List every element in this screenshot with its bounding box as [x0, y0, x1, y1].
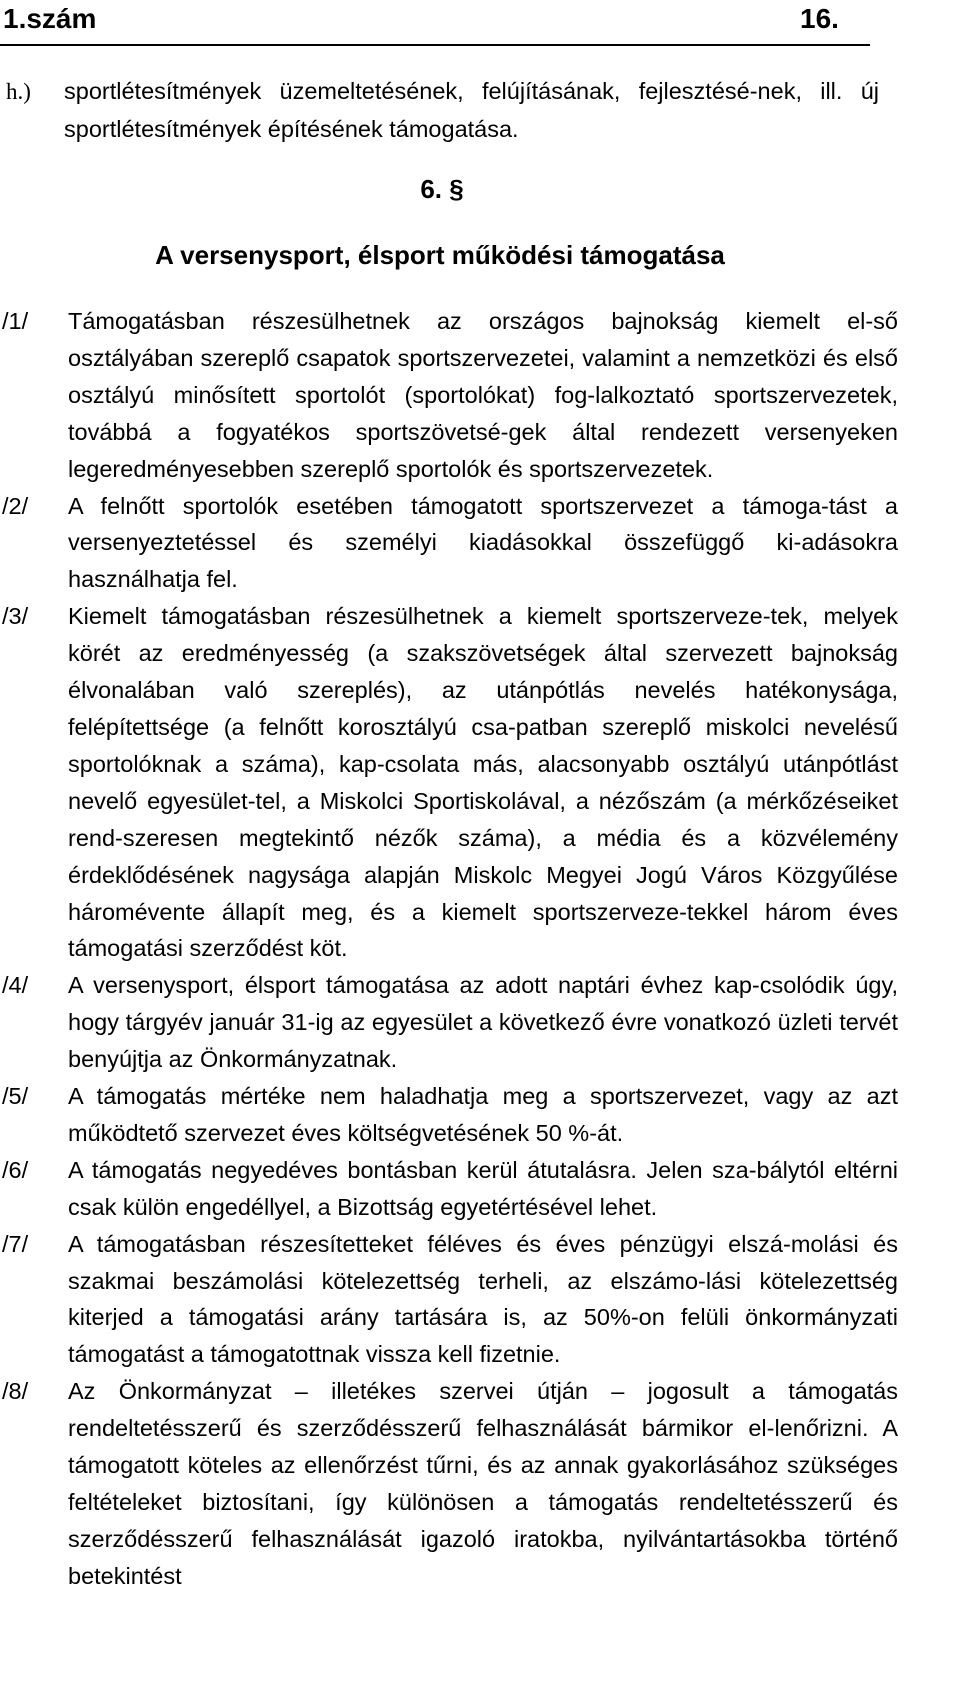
issue-number: 1.szám — [3, 3, 97, 34]
paragraph-7 — [0, 1226, 900, 1374]
paragraph-number: /3/ — [2, 603, 29, 630]
section-number: 6. § — [420, 174, 464, 204]
paragraph-number: /6/ — [2, 1156, 29, 1183]
paragraph-text: A támogatás mértéke nem haladhatja meg a sportszervezet, vagy az azt működtető szervezet éves költségvetésének 50 %-át. — [68, 1083, 898, 1146]
paragraph-text: Támogatásban részesülhetnek az országos bajnokság kiemelt el-ső osztályában szereplő csapatok sportszervezetei, valamint a nemzetközi és első osztályú minősített sportolót (sportolókat) fog-lalkoztató sportszervezetek, továbbá a fogyatékos sportszövetsé-gek által rendezett versenyeken legeredményesebben szereplő sportolók és sportszervezetek. — [68, 308, 898, 482]
paragraph-text: A támogatásban részesítetteket féléves és éves pénzügyi elszá-molási és szakmai beszámolási kötelezettség terheli, az elszámo-lási kötelezettség kiterjed a támogatási arány tartására is, az 50%-on felüli önkormányzati támogatást a támogatottnak vissza kell fizetnie. — [68, 1230, 898, 1368]
paragraph-5 — [0, 1078, 900, 1152]
intro-marker: h.) — [6, 79, 31, 104]
paragraph-number: /8/ — [2, 1378, 29, 1405]
paragraph-text: Kiemelt támogatásban részesülhetnek a kiemelt sportszerveze-tek, melyek körét az eredményesség (a szakszövetségek által szervezett bajnokság élvonalában való szereplés), az utánpótlás nevelés hatékonysága, felépítettsége (a felnőtt korosztályú csa-patban szereplő miskolci nevelésű sportolóknak a száma), kap-csolata más, alacsonyabb osztályú utánpótlást nevelő egyesület-tel, a Miskolci Sportiskolával, a nézőszám (a mérkőzéseiket rend-szeresen megtekintő nézők száma), a média és a közvélemény érdeklődésének nagysága alapján Miskolc Megyei Jogú Város Közgyűlése háromévente állapít meg, és a kiemelt sportszerveze-tekkel három éves támogatási szerződést köt. — [68, 603, 898, 962]
page-number: 16. — [800, 3, 839, 34]
paragraph-text: A versenysport, élsport támogatása az adott naptári évhez kap-csolódik úgy, hogy tárgyév január 31-ig az egyesület a következő évre vonatkozó üzleti tervét benyújtja az Önkormányzatnak. — [68, 972, 898, 1073]
paragraph-1 — [0, 303, 900, 488]
paragraph-6 — [0, 1152, 900, 1226]
paragraph-number: /4/ — [2, 972, 29, 999]
intro-text: sportlétesítmények üzemeltetésének, felújításának, fejlesztésé-nek, ill. új sportlétesítmények építésének támogatása. — [64, 78, 879, 142]
paragraph-8 — [0, 1373, 900, 1594]
paragraph-3 — [0, 598, 900, 967]
paragraph-text: A felnőtt sportolók esetében támogatott sportszervezet a támoga-tást a versenyeztetéssel és személyi kiadásokkal összefüggő ki-adásokra használhatja fel. — [68, 492, 898, 593]
paragraph-text: Az Önkormányzat – illetékes szervei útján – jogosult a támogatás rendeltetésszerű és szerződésszerű felhasználását bármikor el-lenőrizni. A támogatott köteles az ellenőrzést tűrni, és az annak gyakorlásához szükséges feltételeket biztosítani, így különösen a támogatás rendeltetésszerű és szerződésszerű felhasználását igazoló iratokba, nyilvántartásokba történő betekintést — [68, 1378, 898, 1589]
paragraph-number: /7/ — [2, 1230, 29, 1257]
paragraph-number: /5/ — [2, 1083, 29, 1110]
paragraph-4 — [0, 967, 900, 1078]
paragraph-2 — [0, 488, 900, 599]
paragraph-text: A támogatás negyedéves bontásban kerül átutalásra. Jelen sza-bálytól eltérni csak külön engedéllyel, a Bizottság egyetértésével lehet. — [68, 1156, 898, 1220]
paragraph-list — [0, 303, 900, 1595]
page-header — [0, 0, 870, 46]
paragraph-number: /1/ — [2, 308, 29, 334]
paragraph-number: /2/ — [2, 492, 29, 519]
section-title: A versenysport, élsport működési támogatása — [155, 240, 725, 270]
